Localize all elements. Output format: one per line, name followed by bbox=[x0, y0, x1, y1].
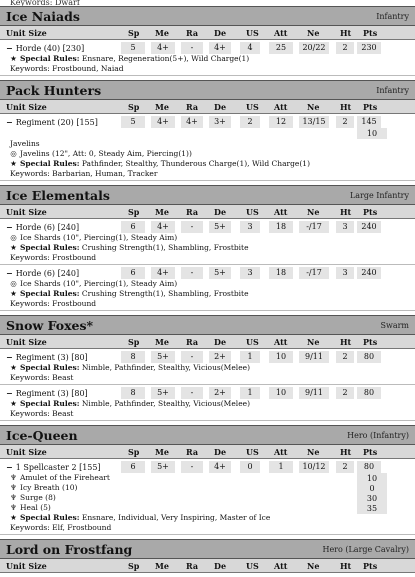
column-header-unit-size: Unit Size bbox=[6, 337, 47, 347]
unit-name: Pack Hunters bbox=[6, 83, 102, 98]
entry-size-label: Horde (6) [240] bbox=[15, 269, 80, 278]
special-rules-text: Nimble, Pathfinder, Stealthy, Vicious(Melee) bbox=[79, 363, 250, 372]
stat-ne: -/17 bbox=[299, 221, 329, 233]
unit-name: Lord on Frostfang bbox=[6, 542, 133, 557]
ranged-weapon-icon: ◎ bbox=[10, 149, 17, 158]
column-header-ne: Ne bbox=[307, 207, 320, 217]
unit-entry bbox=[0, 267, 415, 311]
unit-entry bbox=[0, 42, 415, 76]
column-header-ne: Ne bbox=[307, 337, 320, 347]
unit-name: Ice Naiads bbox=[6, 9, 80, 24]
special-rules-line bbox=[0, 159, 415, 169]
column-header-ra: Ra bbox=[186, 207, 199, 217]
column-header-us: US bbox=[246, 447, 259, 457]
column-headers bbox=[0, 26, 415, 40]
unit-type: Hero (Infantry) bbox=[347, 431, 409, 440]
stat-ra: - bbox=[181, 351, 203, 363]
upgrade-points: 0 bbox=[357, 483, 387, 494]
column-header-ht: Ht bbox=[340, 447, 352, 457]
unit-header bbox=[0, 185, 415, 205]
star-icon: ★ bbox=[10, 513, 17, 522]
upgrade-label: Icy Breath (10) bbox=[20, 483, 78, 492]
column-header-ra: Ra bbox=[186, 447, 199, 457]
special-rules-label: Special Rules: bbox=[20, 243, 80, 252]
weapon-label: Ice Shards (10", Piercing(1), Steady Aim) bbox=[20, 233, 178, 242]
column-header-ra: Ra bbox=[186, 28, 199, 38]
stat-pts: 240 bbox=[357, 267, 381, 279]
column-header-ht: Ht bbox=[340, 102, 352, 112]
special-rules-label: Special Rules: bbox=[20, 399, 80, 408]
collapse-icon[interactable]: − bbox=[6, 268, 13, 278]
stat-me: 5+ bbox=[151, 387, 175, 399]
collapse-icon[interactable]: − bbox=[6, 462, 13, 472]
collapse-icon[interactable]: − bbox=[6, 352, 13, 362]
column-header-de: De bbox=[214, 28, 227, 38]
stat-ra: - bbox=[181, 267, 203, 279]
unit-header bbox=[0, 539, 415, 559]
column-header-ne: Ne bbox=[307, 102, 320, 112]
upgrade-line bbox=[0, 503, 415, 513]
star-icon: ★ bbox=[10, 243, 17, 252]
star-icon: ★ bbox=[10, 54, 17, 63]
column-header-ra: Ra bbox=[186, 561, 199, 571]
stat-ht: 2 bbox=[336, 461, 354, 473]
spacer bbox=[0, 573, 415, 577]
star-icon: ★ bbox=[10, 363, 17, 372]
unit-entry bbox=[0, 351, 415, 385]
upgrade-icon: ♆ bbox=[10, 503, 17, 512]
stat-sp: 6 bbox=[121, 461, 145, 473]
entry-size[interactable] bbox=[6, 42, 121, 54]
weapon-label: Javelins (12", Att: 0, Steady Aim, Piercing(1)) bbox=[20, 149, 192, 158]
star-icon: ★ bbox=[10, 289, 17, 298]
stat-me: 5+ bbox=[151, 351, 175, 363]
stat-de: 2+ bbox=[209, 351, 231, 363]
keywords-line: Keywords: Barbarian, Human, Tracker bbox=[10, 169, 158, 178]
column-header-sp: Sp bbox=[128, 337, 140, 347]
keywords-line: Keywords: Beast bbox=[10, 409, 74, 418]
stat-us: 2 bbox=[240, 116, 260, 128]
weapon-line bbox=[0, 279, 415, 289]
special-rules-line bbox=[0, 289, 415, 299]
stat-sp: 8 bbox=[121, 387, 145, 399]
army-list bbox=[0, 6, 415, 577]
entry-size-label: Regiment (20) [155] bbox=[15, 118, 98, 127]
column-headers bbox=[0, 205, 415, 219]
upgrade-line bbox=[0, 483, 415, 493]
star-icon: ★ bbox=[10, 399, 17, 408]
special-rules-line bbox=[0, 513, 415, 523]
special-rules-label: Special Rules: bbox=[20, 513, 80, 522]
column-header-sp: Sp bbox=[128, 28, 140, 38]
column-header-ra: Ra bbox=[186, 337, 199, 347]
stat-ra: - bbox=[181, 221, 203, 233]
stat-de: 3+ bbox=[209, 116, 231, 128]
collapse-icon[interactable]: − bbox=[6, 388, 13, 398]
stat-ne: 13/15 bbox=[299, 116, 329, 128]
entry-stat-row bbox=[0, 42, 415, 54]
column-header-de: De bbox=[214, 447, 227, 457]
column-header-ht: Ht bbox=[340, 207, 352, 217]
column-header-us: US bbox=[246, 207, 259, 217]
upgrade-line bbox=[0, 493, 415, 503]
stat-sp: 6 bbox=[121, 267, 145, 279]
keywords-line: Keywords: Frostbound bbox=[10, 299, 97, 308]
entry-stat-row bbox=[0, 221, 415, 233]
unit-entry bbox=[0, 387, 415, 421]
entry-size[interactable] bbox=[6, 461, 121, 473]
special-rules-text: Pathfinder, Stealthy, Thunderous Charge(1), Wild Charge(1) bbox=[79, 159, 310, 168]
column-header-sp: Sp bbox=[128, 447, 140, 457]
stat-ht: 3 bbox=[336, 221, 354, 233]
column-header-ne: Ne bbox=[307, 447, 320, 457]
ranged-weapon-icon: ◎ bbox=[10, 279, 17, 288]
column-header-att: Att bbox=[274, 561, 288, 571]
special-rules-text: Ensnare, Regeneration(5+), Wild Charge(1) bbox=[79, 54, 250, 63]
upgrade-label: Heal (5) bbox=[20, 503, 51, 512]
stat-ne: 10/12 bbox=[299, 461, 329, 473]
stat-me: 5+ bbox=[151, 461, 175, 473]
column-header-att: Att bbox=[274, 102, 288, 112]
stat-ht: 2 bbox=[336, 42, 354, 54]
stat-us: 1 bbox=[240, 387, 260, 399]
column-header-us: US bbox=[246, 28, 259, 38]
stat-us: 3 bbox=[240, 267, 260, 279]
upgrade-icon: ♆ bbox=[10, 473, 17, 482]
collapse-icon[interactable]: − bbox=[6, 222, 13, 232]
entry-size-label: Regiment (3) [80] bbox=[15, 389, 88, 398]
keywords-line: Keywords: Frostbound, Naiad bbox=[10, 64, 124, 73]
stat-ra: - bbox=[181, 461, 203, 473]
entry-stat-row bbox=[0, 351, 415, 363]
column-header-att: Att bbox=[274, 28, 288, 38]
unit-header bbox=[0, 315, 415, 335]
stat-att: 18 bbox=[269, 221, 293, 233]
unit-type: Swarm bbox=[380, 321, 409, 330]
column-header-me: Me bbox=[155, 447, 169, 457]
column-headers bbox=[0, 335, 415, 349]
entry-size[interactable] bbox=[6, 221, 121, 233]
column-header-us: US bbox=[246, 561, 259, 571]
special-rules-label: Special Rules: bbox=[20, 289, 80, 298]
column-header-unit-size: Unit Size bbox=[6, 447, 47, 457]
stat-de: 5+ bbox=[209, 221, 231, 233]
stat-ne: 9/11 bbox=[299, 387, 329, 399]
stat-us: 3 bbox=[240, 221, 260, 233]
entry-stat-row bbox=[0, 267, 415, 279]
special-rules-text: Crushing Strength(1), Shambling, Frostbite bbox=[79, 289, 249, 298]
stat-us: 0 bbox=[240, 461, 260, 473]
column-header-ne: Ne bbox=[307, 561, 320, 571]
stat-ne: 20/22 bbox=[299, 42, 329, 54]
upgrade-label: Amulet of the Fireheart bbox=[20, 473, 110, 482]
unit-entry bbox=[0, 116, 415, 181]
stat-us: 1 bbox=[240, 351, 260, 363]
unit-type: Infantry bbox=[376, 12, 409, 21]
unit-header bbox=[0, 80, 415, 100]
column-header-ht: Ht bbox=[340, 337, 352, 347]
entry-stat-row bbox=[0, 387, 415, 399]
stat-ht: 2 bbox=[336, 116, 354, 128]
entry-size[interactable] bbox=[6, 267, 121, 279]
stat-us: 4 bbox=[240, 42, 260, 54]
column-header-us: US bbox=[246, 102, 259, 112]
special-rules-text: Crushing Strength(1), Shambling, Frostbite bbox=[79, 243, 249, 252]
stat-ht: 2 bbox=[336, 387, 354, 399]
column-header-de: De bbox=[214, 561, 227, 571]
column-header-ra: Ra bbox=[186, 102, 199, 112]
column-header-de: De bbox=[214, 207, 227, 217]
column-header-unit-size: Unit Size bbox=[6, 28, 47, 38]
upgrade-points: 10 bbox=[357, 473, 387, 484]
stat-de: 2+ bbox=[209, 387, 231, 399]
column-header-unit-size: Unit Size bbox=[6, 561, 47, 571]
stat-me: 4+ bbox=[151, 221, 175, 233]
upgrade-line bbox=[0, 473, 415, 483]
stat-de: 4+ bbox=[209, 461, 231, 473]
stat-att: 10 bbox=[269, 351, 293, 363]
stat-sp: 5 bbox=[121, 116, 145, 128]
stat-att: 25 bbox=[269, 42, 293, 54]
column-header-de: De bbox=[214, 337, 227, 347]
extra-points: 10 bbox=[357, 128, 387, 139]
column-headers bbox=[0, 559, 415, 573]
column-header-me: Me bbox=[155, 28, 169, 38]
entry-stat-row bbox=[0, 116, 415, 128]
stat-att: 1 bbox=[269, 461, 293, 473]
unit-entry bbox=[0, 461, 415, 535]
stat-me: 4+ bbox=[151, 267, 175, 279]
stat-ht: 2 bbox=[336, 351, 354, 363]
column-header-ht: Ht bbox=[340, 561, 352, 571]
entry-size-label: Horde (6) [240] bbox=[15, 223, 80, 232]
stat-att: 12 bbox=[269, 116, 293, 128]
weapon-label: Ice Shards (10", Piercing(1), Steady Aim) bbox=[20, 279, 178, 288]
column-header-ht: Ht bbox=[340, 28, 352, 38]
column-headers bbox=[0, 100, 415, 114]
entry-size[interactable] bbox=[6, 116, 121, 128]
entry-size[interactable] bbox=[6, 351, 121, 363]
column-header-me: Me bbox=[155, 337, 169, 347]
column-header-sp: Sp bbox=[128, 207, 140, 217]
stat-me: 4+ bbox=[151, 42, 175, 54]
special-rules-line bbox=[0, 243, 415, 253]
unit-name: Snow Foxes* bbox=[6, 318, 94, 333]
stat-sp: 6 bbox=[121, 221, 145, 233]
stat-pts: 80 bbox=[357, 387, 381, 399]
entry-size[interactable] bbox=[6, 387, 121, 399]
column-header-sp: Sp bbox=[128, 561, 140, 571]
special-rules-line bbox=[0, 54, 415, 64]
special-rules-label: Special Rules: bbox=[20, 54, 80, 63]
weapon-line bbox=[0, 233, 415, 243]
entry-size-label: Regiment (3) [80] bbox=[15, 353, 88, 362]
stat-att: 10 bbox=[269, 387, 293, 399]
column-header-me: Me bbox=[155, 207, 169, 217]
column-header-unit-size: Unit Size bbox=[6, 207, 47, 217]
stat-pts: 80 bbox=[357, 351, 381, 363]
stat-ht: 3 bbox=[336, 267, 354, 279]
upgrade-icon: ♆ bbox=[10, 493, 17, 502]
unit-type: Large Infantry bbox=[349, 191, 409, 200]
column-header-att: Att bbox=[274, 447, 288, 457]
stat-me: 4+ bbox=[151, 116, 175, 128]
collapse-icon[interactable]: − bbox=[6, 43, 13, 53]
stat-de: 4+ bbox=[209, 42, 231, 54]
column-header-pts: Pts bbox=[363, 447, 378, 457]
stat-ne: -/17 bbox=[299, 267, 329, 279]
star-icon: ★ bbox=[10, 159, 17, 168]
stat-de: 5+ bbox=[209, 267, 231, 279]
column-header-de: De bbox=[214, 102, 227, 112]
unit-name: Ice Elementals bbox=[6, 188, 110, 203]
previous-unit-keywords: Keywords: Dwarf bbox=[0, 0, 415, 6]
stat-sp: 5 bbox=[121, 42, 145, 54]
stat-ra: 4+ bbox=[181, 116, 203, 128]
special-rules-label: Special Rules: bbox=[20, 159, 80, 168]
column-header-sp: Sp bbox=[128, 102, 140, 112]
extra-points-row bbox=[0, 128, 415, 139]
column-header-pts: Pts bbox=[363, 28, 378, 38]
special-rules-line bbox=[0, 363, 415, 373]
upgrade-points: 30 bbox=[357, 493, 387, 504]
unit-entry bbox=[0, 221, 415, 265]
unit-type: Hero (Large Cavalry) bbox=[322, 545, 409, 554]
item-label: Javelins bbox=[10, 139, 40, 148]
stat-pts: 80 bbox=[357, 461, 381, 473]
column-header-pts: Pts bbox=[363, 102, 378, 112]
stat-ra: - bbox=[181, 387, 203, 399]
keywords-line: Keywords: Elf, Frostbound bbox=[10, 523, 112, 532]
stat-att: 18 bbox=[269, 267, 293, 279]
special-rules-line bbox=[0, 399, 415, 409]
unit-type: Infantry bbox=[376, 86, 409, 95]
collapse-icon[interactable]: − bbox=[6, 117, 13, 127]
upgrade-points: 35 bbox=[357, 503, 387, 514]
stat-ra: - bbox=[181, 42, 203, 54]
column-header-att: Att bbox=[274, 337, 288, 347]
special-rules-text: Nimble, Pathfinder, Stealthy, Vicious(Melee) bbox=[79, 399, 250, 408]
column-header-unit-size: Unit Size bbox=[6, 102, 47, 112]
unit-name: Ice-Queen bbox=[6, 428, 78, 443]
stat-sp: 8 bbox=[121, 351, 145, 363]
stat-ne: 9/11 bbox=[299, 351, 329, 363]
entry-size-label: Horde (40) [230] bbox=[15, 44, 85, 53]
upgrade-label: Surge (8) bbox=[20, 493, 56, 502]
column-header-me: Me bbox=[155, 561, 169, 571]
special-rules-label: Special Rules: bbox=[20, 363, 80, 372]
column-header-pts: Pts bbox=[363, 337, 378, 347]
entry-stat-row bbox=[0, 461, 415, 473]
stat-pts: 145 bbox=[357, 116, 381, 128]
column-header-me: Me bbox=[155, 102, 169, 112]
column-header-us: US bbox=[246, 337, 259, 347]
column-header-pts: Pts bbox=[363, 561, 378, 571]
stat-pts: 230 bbox=[357, 42, 381, 54]
keywords-line: Keywords: Frostbound bbox=[10, 253, 97, 262]
entry-size-label: 1 Spellcaster 2 [155] bbox=[15, 463, 101, 472]
stat-pts: 240 bbox=[357, 221, 381, 233]
column-headers bbox=[0, 445, 415, 459]
unit-header bbox=[0, 6, 415, 26]
upgrade-icon: ♆ bbox=[10, 483, 17, 492]
special-rules-text: Ensnare, Individual, Very Inspiring, Master of Ice bbox=[79, 513, 271, 522]
ranged-weapon-icon: ◎ bbox=[10, 233, 17, 242]
weapon-line bbox=[0, 149, 415, 159]
unit-header bbox=[0, 425, 415, 445]
column-header-pts: Pts bbox=[363, 207, 378, 217]
keywords-line: Keywords: Beast bbox=[10, 373, 74, 382]
column-header-att: Att bbox=[274, 207, 288, 217]
column-header-ne: Ne bbox=[307, 28, 320, 38]
